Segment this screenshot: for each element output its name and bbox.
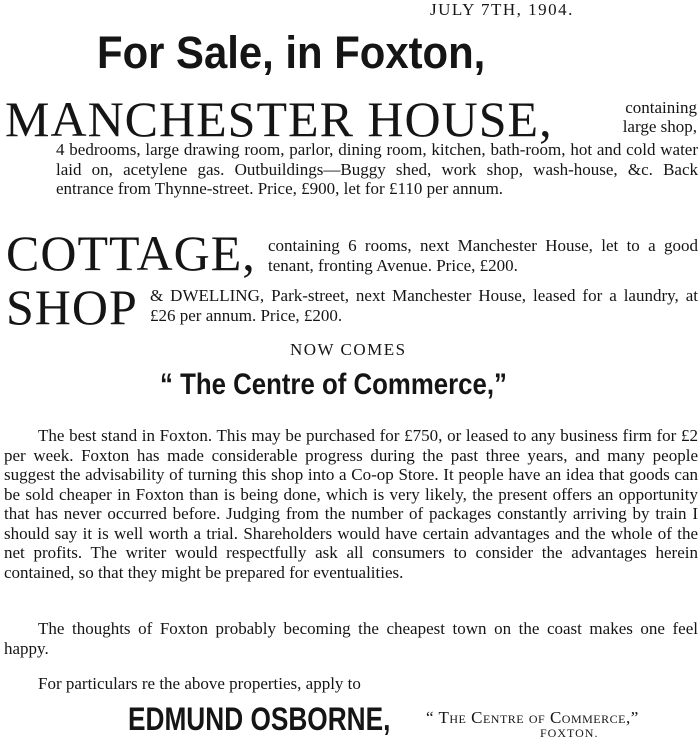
- paragraph-text: The best stand in Foxton. This may be purchased for £750, or leased to any business firm for £2 per week. Foxton has made considerable progress during the past three years, and many people suggest the advisability of turning this shop into a Co-op Store. It people have an idea that goods can be sold cheaper in Foxton than is being done, which is very likely, the present offers an opportunity that has never occurred before. Judging from the number of packages constantly arriving by train I should say it is well worth a trial. Shareholders would have certain advantages and the whole of the net profits. The writer would respectfully ask all consumers to consider the advantages herein contained, so that they might be prepared for eventualities.: [4, 426, 698, 582]
- signature-address: “ The Centre of Commerce,”: [426, 708, 639, 727]
- shop-description: & DWELLING, Park-street, next Manchester House, leased for a laundry, at £26 per annum. Price, £200.: [150, 286, 698, 325]
- now-comes-heading: NOW COMES: [290, 340, 407, 359]
- headline: For Sale, in Foxton,: [97, 27, 486, 78]
- paragraph-particulars: [4, 674, 464, 694]
- cottage-description: containing 6 rooms, next Manchester House, let to a good tenant, fronting Avenue. Price, £200.: [268, 236, 698, 275]
- paragraph-text: The thoughts of Foxton probably becoming the cheapest town on the coast makes one feel happy.: [4, 619, 698, 658]
- manchester-house-side-text: containing large shop,: [622, 98, 697, 136]
- signature-name: EDMUND OSBORNE,: [128, 701, 391, 737]
- dateline: JULY 7TH, 1904.: [430, 0, 574, 19]
- manchester-house-title: MANCHESTER HOUSE,: [5, 91, 553, 147]
- centre-of-commerce-title: “ The Centre of Commerce,”: [160, 368, 507, 401]
- shop-title: SHOP: [6, 279, 138, 335]
- paragraph-best-stand: [4, 426, 698, 582]
- signature-town: FOXTON.: [540, 726, 599, 740]
- cottage-title: COTTAGE,: [6, 225, 256, 281]
- paragraph-foxton-happy: [4, 619, 698, 658]
- manchester-house-description: 4 bedrooms, large drawing room, parlor, dining room, kitchen, bath-room, hot and cold water laid on, acetylene gas. Outbuildings—Buggy shed, work shop, wash-house, &c. Back entrance from Thynne-street. Price, £900, let for £110 per annum.: [56, 140, 698, 198]
- paragraph-text: For particulars re the above properties, apply to: [38, 674, 361, 693]
